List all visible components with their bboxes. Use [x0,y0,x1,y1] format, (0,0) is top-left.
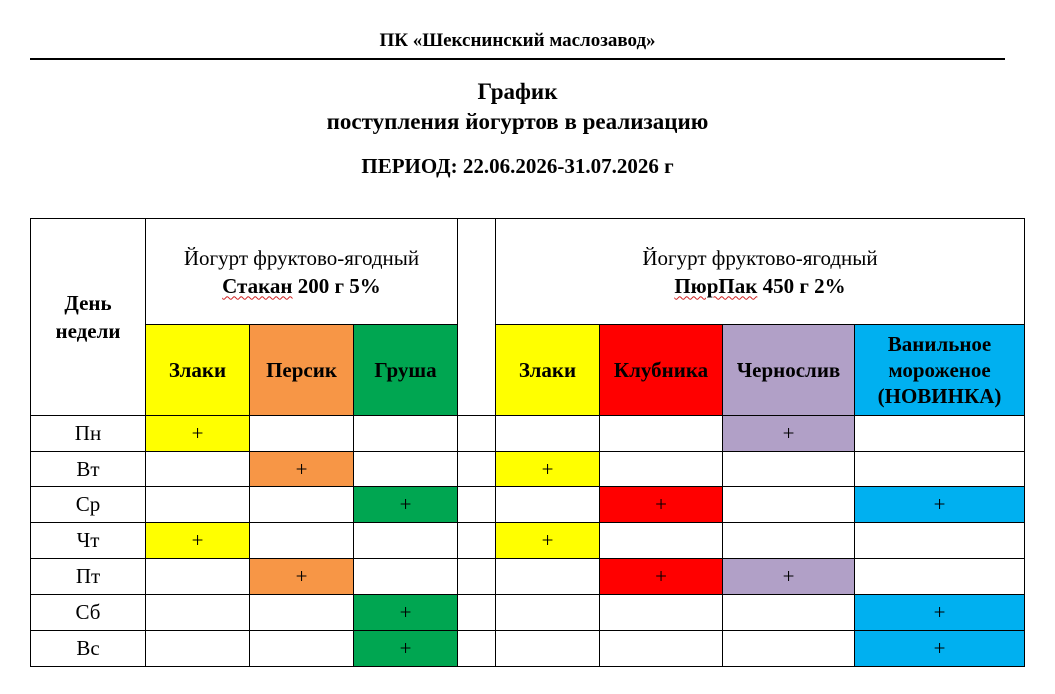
delivery-cell-g2-3 [855,416,1025,452]
day-header-line1: День [64,291,112,315]
group-name: Йогурт фруктово-ягодный [183,245,420,270]
schedule-row [31,487,1025,523]
product-spec: 200 г 5% [292,273,381,298]
delivery-cell-g1-0 [146,559,250,595]
flavor-header-row [31,325,1025,416]
delivery-cell-g2-1: + [600,487,723,523]
delivery-cell-g2-0 [496,487,600,523]
delivery-cell-g2-2: + [723,416,855,452]
delivery-cell-g2-2 [723,595,855,631]
delivery-cell-g2-3: + [855,487,1025,523]
delivery-cell-g2-1 [600,416,723,452]
delivery-cell-g1-1 [250,523,354,559]
day-cell: Ср [31,487,146,523]
delivery-cell-g1-2 [354,452,458,487]
day-of-week-header [31,219,146,416]
delivery-cell-g1-0 [146,487,250,523]
schedule-row [31,523,1025,559]
delivery-cell-g1-2 [354,523,458,559]
delivery-schedule-table [30,218,1025,667]
delivery-cell-g2-1: + [600,559,723,595]
delivery-cell-g1-1: + [250,452,354,487]
delivery-cell-g2-3 [855,523,1025,559]
delivery-cell-g1-1 [250,416,354,452]
delivery-cell-g2-0 [496,416,600,452]
flavor-header-g2-strawberry: Клубника [600,325,723,416]
flavor-label-line3: (НОВИНКА) [877,384,1002,408]
group-spacer [458,595,496,631]
schedule-row [31,416,1025,452]
group-product [146,272,457,300]
delivery-cell-g2-3: + [855,631,1025,667]
group-spacer [458,523,496,559]
delivery-cell-g2-2 [723,631,855,667]
product-word: Стакан [222,273,293,298]
flavor-header-g1-pear: Груша [354,325,458,416]
delivery-cell-g1-1: + [250,559,354,595]
delivery-cell-g2-2 [723,523,855,559]
schedule-row [31,631,1025,667]
delivery-cell-g2-2: + [723,559,855,595]
group-spacer [458,219,496,416]
flavor-header-g2-vanilla-icecream [855,325,1025,416]
delivery-cell-g2-1 [600,452,723,487]
group-name: Йогурт фруктово-ягодный [642,245,878,270]
group-spacer [458,631,496,667]
delivery-cell-g2-1 [600,523,723,559]
document-title: График [477,79,558,104]
day-cell: Вт [31,452,146,487]
delivery-cell-g1-1 [250,487,354,523]
delivery-cell-g1-2 [354,559,458,595]
period-label: ПЕРИОД: 22.06.2026-31.07.2026 г [361,154,674,178]
delivery-cell-g1-2: + [354,595,458,631]
product-group-purepak [496,219,1025,325]
delivery-cell-g2-0 [496,631,600,667]
day-cell: Сб [31,595,146,631]
flavor-header-g2-prune: Чернослив [723,325,855,416]
delivery-cell-g1-1 [250,631,354,667]
day-cell: Пн [31,416,146,452]
group-spacer [458,452,496,487]
flavor-label-line2: мороженое [888,358,991,382]
schedule-row [31,559,1025,595]
group-spacer [458,416,496,452]
group-header-row [31,219,1025,325]
schedule-row [31,452,1025,487]
header-rule [30,58,1005,60]
delivery-cell-g2-2 [723,487,855,523]
delivery-cell-g1-2: + [354,631,458,667]
flavor-header-g2-cereals: Злаки [496,325,600,416]
delivery-cell-g1-0: + [146,416,250,452]
group-spacer [458,487,496,523]
delivery-cell-g1-2: + [354,487,458,523]
day-cell: Вс [31,631,146,667]
flavor-header-g1-cereals: Злаки [146,325,250,416]
delivery-cell-g2-3 [855,559,1025,595]
delivery-cell-g2-2 [723,452,855,487]
group-spacer [458,559,496,595]
product-spec: 450 г 2% [757,273,846,298]
delivery-cell-g2-0 [496,595,600,631]
delivery-cell-g1-0 [146,452,250,487]
delivery-cell-g2-1 [600,595,723,631]
delivery-cell-g1-0 [146,595,250,631]
delivery-cell-g2-0 [496,559,600,595]
delivery-cell-g1-1 [250,595,354,631]
day-cell: Чт [31,523,146,559]
flavor-label-line1: Ванильное [887,332,992,356]
document-subtitle: поступления йогуртов в реализацию [326,109,709,134]
delivery-cell-g2-1 [600,631,723,667]
day-cell: Пт [31,559,146,595]
delivery-cell-g2-3: + [855,595,1025,631]
delivery-cell-g2-0: + [496,523,600,559]
delivery-cell-g1-0: + [146,523,250,559]
product-word: ПюрПак [674,273,758,298]
flavor-header-g1-peach: Персик [250,325,354,416]
group-product [496,272,1024,300]
delivery-cell-g1-2 [354,416,458,452]
schedule-row [31,595,1025,631]
delivery-cell-g2-3 [855,452,1025,487]
day-header-line2: недели [55,319,121,343]
product-group-cup [146,219,458,325]
delivery-cell-g2-0: + [496,452,600,487]
delivery-cell-g1-0 [146,631,250,667]
company-name: ПК «Шекснинский маслозавод» [379,30,656,51]
